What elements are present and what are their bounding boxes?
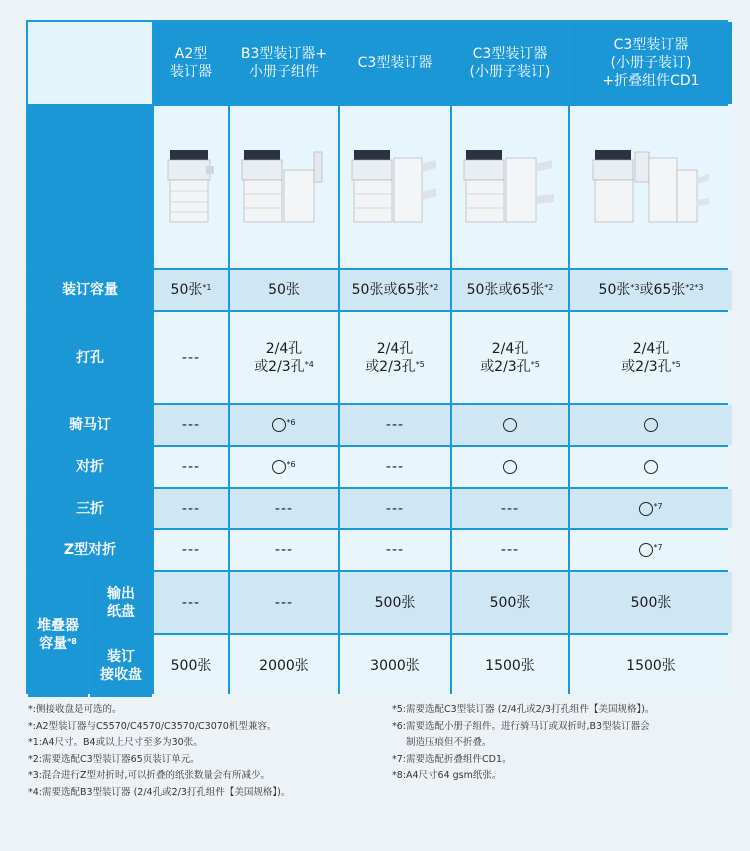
punch-a2: --- [154, 312, 228, 403]
supported-circle-icon [639, 502, 653, 516]
supported-circle-icon [272, 418, 286, 432]
saddle-c3-cd1 [570, 405, 732, 445]
bifold-c3-booklet [452, 447, 568, 487]
col-header-c3: C3型装订器 [340, 22, 450, 104]
finisher-c3-booklet: 1500张 [452, 635, 568, 697]
trifold-a2: --- [154, 489, 228, 528]
printer-image-c3-cd1 [570, 106, 732, 268]
capacity-b3: 50张 [230, 270, 338, 310]
capacity-c3-cd1: 50张$^{*3}$或65张$^{*2*3}$ [570, 270, 732, 310]
row-label-finisher-tray: 装订 接收盘 [90, 635, 152, 697]
printer-image-c3 [340, 106, 450, 268]
zfold-a2: --- [154, 530, 228, 570]
zfold-b3: --- [230, 530, 338, 570]
bifold-a2: --- [154, 447, 228, 487]
printer-image-c3-booklet [452, 106, 568, 268]
output-c3-cd1: 500张 [570, 572, 732, 633]
image-row-label [28, 106, 152, 268]
saddle-b3: *6 [230, 405, 338, 445]
punch-c3: 2/4孔 或2/3孔$^{*5}$ [340, 312, 450, 403]
row-label-trifold: 三折 [28, 489, 152, 528]
footnote: *4:需要选配B3型装订器 (2/4孔或2/3打孔组件【美国规格】)。 [28, 786, 291, 798]
supported-circle-icon [644, 460, 658, 474]
supported-circle-icon [644, 418, 658, 432]
footnote: *7:需要选配折叠组件CD1。 [392, 753, 512, 765]
output-a2: --- [154, 572, 228, 633]
zfold-c3-cd1: *7 [570, 530, 732, 570]
col-header-c3-booklet-cd1: C3型装订器 (小册子装订) +折叠组件CD1 [570, 22, 732, 104]
saddle-a2: --- [154, 405, 228, 445]
printer-c3-icon [350, 144, 440, 226]
spec-table [26, 20, 734, 699]
supported-circle-icon [639, 543, 653, 557]
finisher-a2: 500张 [154, 635, 228, 697]
corner-cell [28, 22, 152, 104]
footnotes-left [28, 702, 290, 801]
row-label-punch: 打孔 [28, 312, 152, 403]
capacity-c3: 50张或65张$^{*2}$ [340, 270, 450, 310]
col-header-c3-booklet: C3型装订器 (小册子装订) [452, 22, 568, 104]
row-label-zfold: Z型对折 [28, 530, 152, 570]
punch-b3: 2/4孔 或2/3孔$^{*4}$ [230, 312, 338, 403]
supported-circle-icon [503, 460, 517, 474]
supported-circle-icon [272, 460, 286, 474]
printer-c3-booklet-icon [462, 144, 558, 226]
supported-circle-icon [503, 418, 517, 432]
printer-b3-icon [240, 144, 328, 226]
zfold-c3-booklet: --- [452, 530, 568, 570]
trifold-c3: --- [340, 489, 450, 528]
output-b3: --- [230, 572, 338, 633]
finisher-c3-cd1: 1500张 [570, 635, 732, 697]
capacity-c3-booklet: 50张或65张$^{*2}$ [452, 270, 568, 310]
row-label-capacity: 装订容量 [28, 270, 152, 310]
output-c3: 500张 [340, 572, 450, 633]
col-header-b3: B3型装订器+ 小册子组件 [230, 22, 338, 104]
trifold-c3-cd1: *7 [570, 489, 732, 528]
footnote: *6:需要选配小册子组件。进行骑马订或双折时,B3型装订器会 [392, 720, 650, 732]
printer-image-a2 [154, 106, 228, 268]
bifold-c3-cd1 [570, 447, 732, 487]
footnote: *:A2型装订器与C5570/C4570/C3570/C3070机型兼容。 [28, 720, 277, 732]
finisher-c3: 3000张 [340, 635, 450, 697]
footnote: *2:需要选配C3型装订器65页装订单元。 [28, 753, 200, 765]
trifold-b3: --- [230, 489, 338, 528]
row-label-stacker: 堆叠器 容量$^{*8}$ [28, 572, 88, 697]
punch-c3-cd1: 2/4孔 或2/3孔$^{*5}$ [570, 312, 732, 403]
footnote: *3:混合进行Z型对折时,可以折叠的纸张数量会有所减少。 [28, 770, 271, 781]
footnote: *5:需要选配C3型装订器 (2/4孔或2/3打孔组件【美国规格】)。 [392, 704, 655, 715]
finisher-b3: 2000张 [230, 635, 338, 697]
footnote: 制造压痕但不折叠。 [406, 737, 492, 748]
row-label-output-tray: 输出 纸盘 [90, 572, 152, 633]
trifold-c3-booklet: --- [452, 489, 568, 528]
printer-c3-cd1-icon [591, 144, 711, 226]
saddle-c3: --- [340, 405, 450, 445]
zfold-c3: --- [340, 530, 450, 570]
footnote: *:侧接收盘是可选的。 [28, 704, 122, 715]
punch-c3-booklet: 2/4孔 或2/3孔$^{*5}$ [452, 312, 568, 403]
bifold-b3: *6 [230, 447, 338, 487]
footnote: *1:A4尺寸。B4或以上尺寸至多为30张。 [28, 737, 203, 748]
output-c3-booklet: 500张 [452, 572, 568, 633]
saddle-c3-booklet [452, 405, 568, 445]
printer-a2-icon [166, 144, 216, 226]
printer-image-b3 [230, 106, 338, 268]
footnotes-right [392, 702, 654, 785]
footnote: *8:A4尺寸64 gsm纸张。 [392, 770, 502, 781]
row-label-bifold: 对折 [28, 447, 152, 487]
bifold-c3: --- [340, 447, 450, 487]
capacity-a2: 50张$^{*1}$ [154, 270, 228, 310]
col-header-a2: A2型 装订器 [154, 22, 228, 104]
row-label-saddle: 骑马订 [28, 405, 152, 445]
